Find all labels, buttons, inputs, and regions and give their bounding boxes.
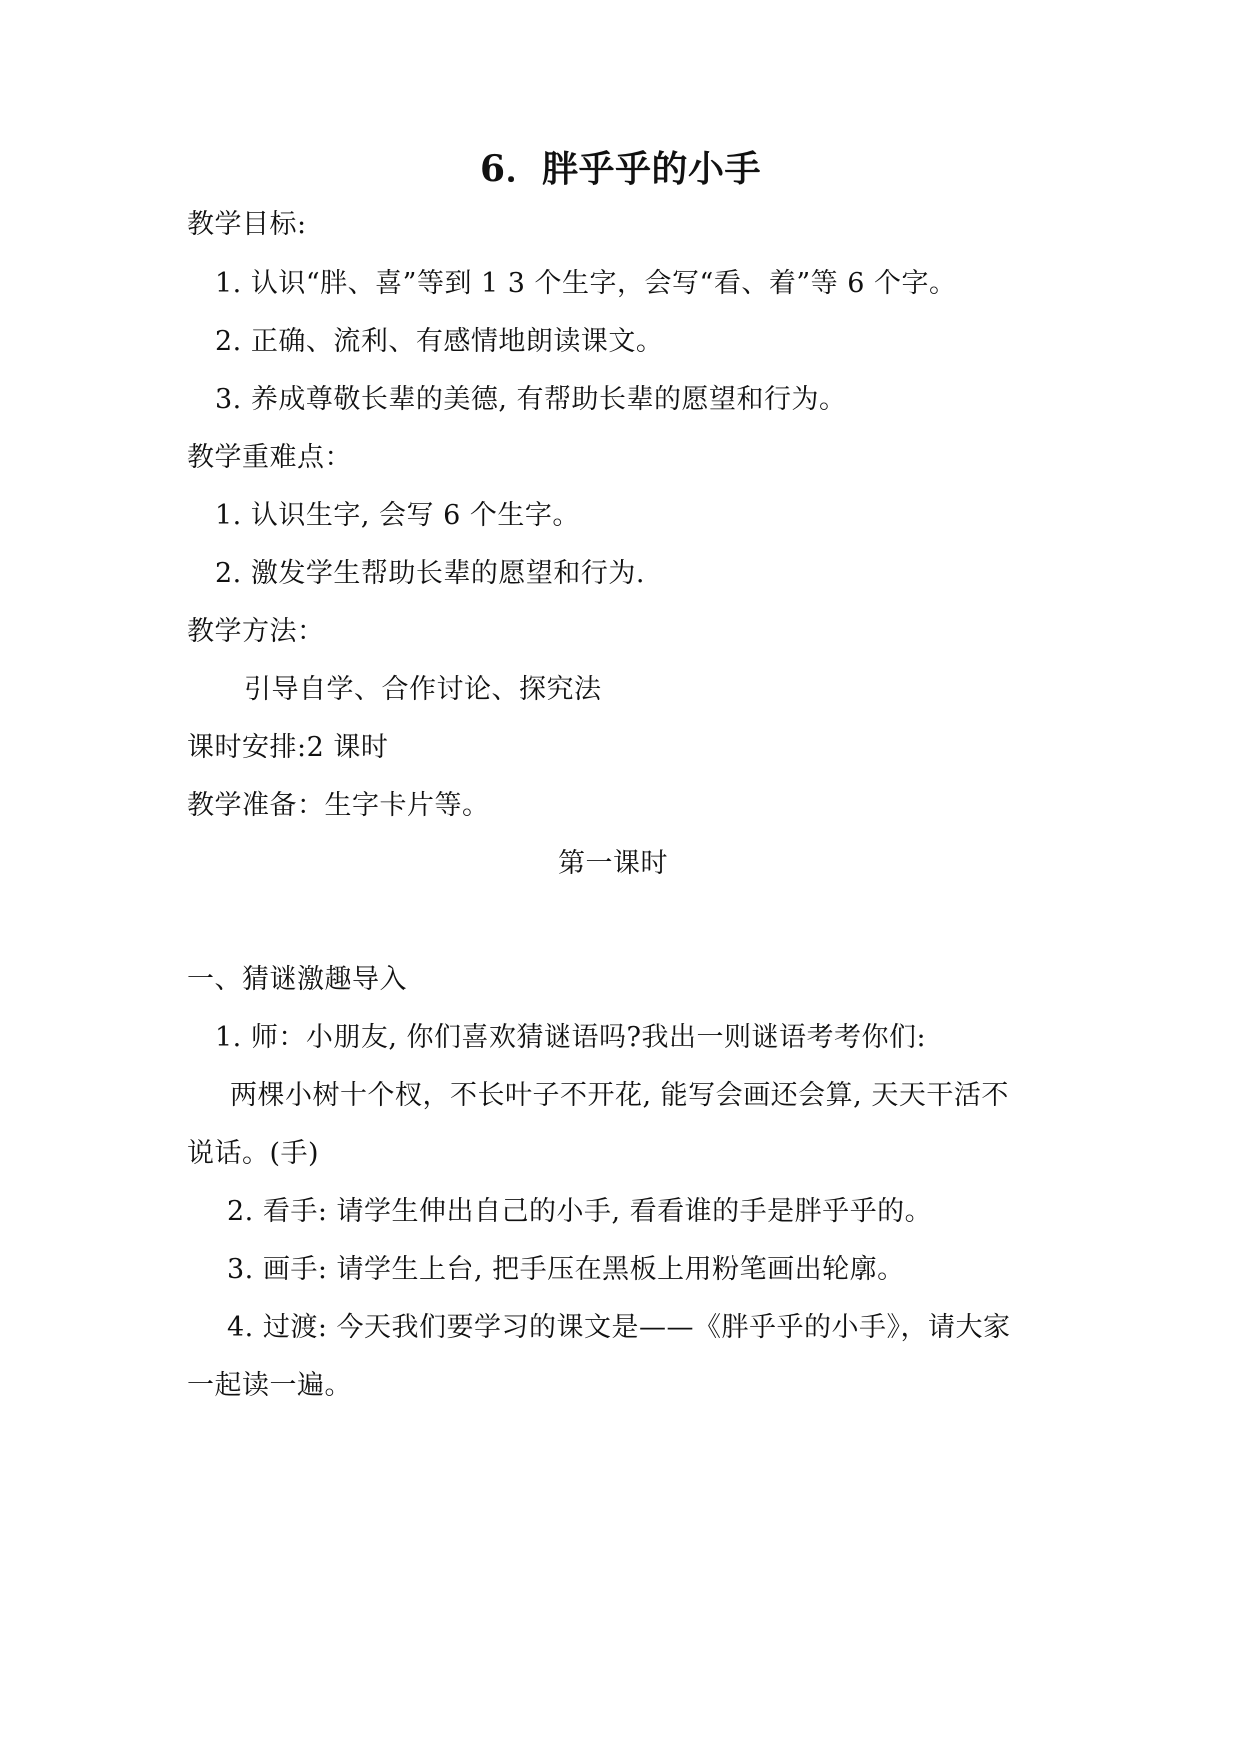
document-title: 6．胖乎乎的小手: [479, 148, 762, 190]
section1-step2: 2. 看手: 请学生伸出自己的小手, 看看谁的手是胖乎乎的。: [227, 1196, 933, 1227]
riddle-line-2: 说话。(手): [187, 1138, 320, 1169]
objective-item-1: 1. 认识“胖、喜”等到 1 3 个生字，会写“看、着”等 6 个字。: [215, 268, 957, 299]
key-point-item-2: 2. 激发学生帮助长辈的愿望和行为.: [215, 558, 645, 589]
section1-heading: 一、猜谜激趣导入: [187, 964, 407, 995]
objective-item-2: 2. 正确、流利、有感情地朗读课文。: [215, 326, 664, 357]
riddle-line-1: 两棵小树十个杈，不长叶子不开花, 能写会画还会算, 天天干活不: [230, 1080, 1009, 1111]
section1-step1: 1. 师：小朋友, 你们喜欢猜谜语吗?我出一则谜语考考你们:: [215, 1022, 927, 1053]
schedule-text: 课时安排:2 课时: [187, 732, 389, 763]
objectives-heading: 教学目标:: [187, 209, 307, 240]
key-point-item-1: 1. 认识生字, 会写 6 个生字。: [215, 500, 580, 531]
section1-step3: 3. 画手: 请学生上台, 把手压在黑板上用粉笔画出轮廓。: [227, 1254, 905, 1285]
section1-step4-line-2: 一起读一遍。: [187, 1370, 352, 1401]
methods-text: 引导自学、合作讨论、探究法: [244, 674, 602, 705]
key-points-heading: 教学重难点：: [187, 442, 352, 473]
lesson-title: 第一课时: [558, 848, 668, 879]
preparation-text: 教学准备：生字卡片等。: [187, 790, 490, 821]
section1-step4-line-1: 4. 过渡: 今天我们要学习的课文是——《胖乎乎的小手》，请大家: [227, 1312, 1011, 1343]
objective-item-3: 3. 养成尊敬长辈的美德, 有帮助长辈的愿望和行为。: [215, 384, 847, 415]
methods-heading: 教学方法：: [187, 616, 325, 647]
